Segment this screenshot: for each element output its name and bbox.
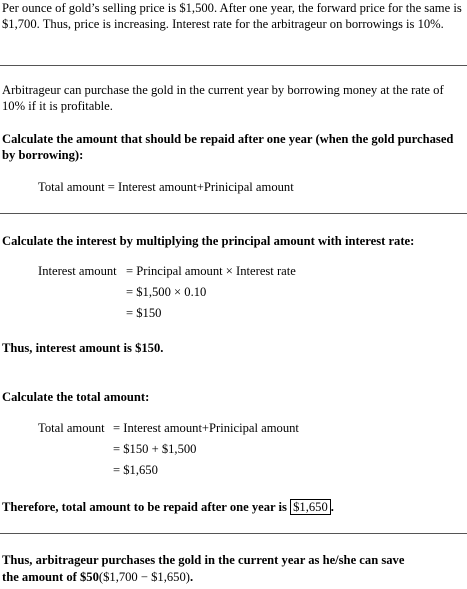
final-line-2-suffix: . [189, 570, 194, 584]
step1-formula-rhs: = Interest amount+Prinicipal amount [107, 180, 294, 194]
step2-conclusion: Thus, interest amount is $150. [2, 341, 164, 355]
step3-heading: Calculate the total amount: [2, 390, 150, 404]
final-line-2-expr: ($1,700 − $1,650) [98, 570, 190, 584]
arbitrage-note: Arbitrageur can purchase the gold in the current year by borrowing money at the rate of 10% if it is profitable. [2, 83, 444, 113]
step1-formula-lhs: Total amount [38, 180, 105, 194]
step2-line-3: = $150 [126, 306, 162, 320]
step2-line-2: = $1,500 × 0.10 [126, 285, 207, 299]
step3-line-1: = Interest amount+Prinicipal amount [113, 421, 299, 435]
step3-line-3: = $1,650 [113, 463, 158, 477]
step3-line-2: = $150 + $1,500 [113, 442, 197, 456]
answer-box: $1,650 [290, 499, 331, 515]
final-line-1: Thus, arbitrageur purchases the gold in the current year as he/she can save [2, 553, 405, 567]
step1-heading: Calculate the amount that should be repaid after one year (when the gold purchased by borrowing): [2, 132, 454, 162]
divider [0, 533, 467, 534]
final-line-2-prefix: the amount of $50 [2, 570, 99, 584]
step1-formula [38, 179, 294, 195]
step2-lhs: Interest amount [38, 264, 117, 278]
step3-conclusion-prefix: Therefore, total amount to be repaid after one year is [2, 500, 287, 514]
final-line-2 [2, 569, 193, 585]
step3-lhs: Total amount [38, 421, 105, 435]
step3-conclusion-suffix: . [330, 500, 334, 514]
step3-conclusion [2, 499, 334, 515]
divider [0, 213, 467, 214]
divider [0, 65, 467, 66]
intro-paragraph: Per ounce of gold’s selling price is $1,500. After one year, the forward price for the same is $1,700. Thus, price is increasing. Interest rate for the arbitrageur on borrowings is 10%. [2, 1, 462, 31]
step2-line-1: = Principal amount × Interest rate [126, 264, 296, 278]
step2-heading: Calculate the interest by multiplying the principal amount with interest rate: [2, 234, 415, 248]
